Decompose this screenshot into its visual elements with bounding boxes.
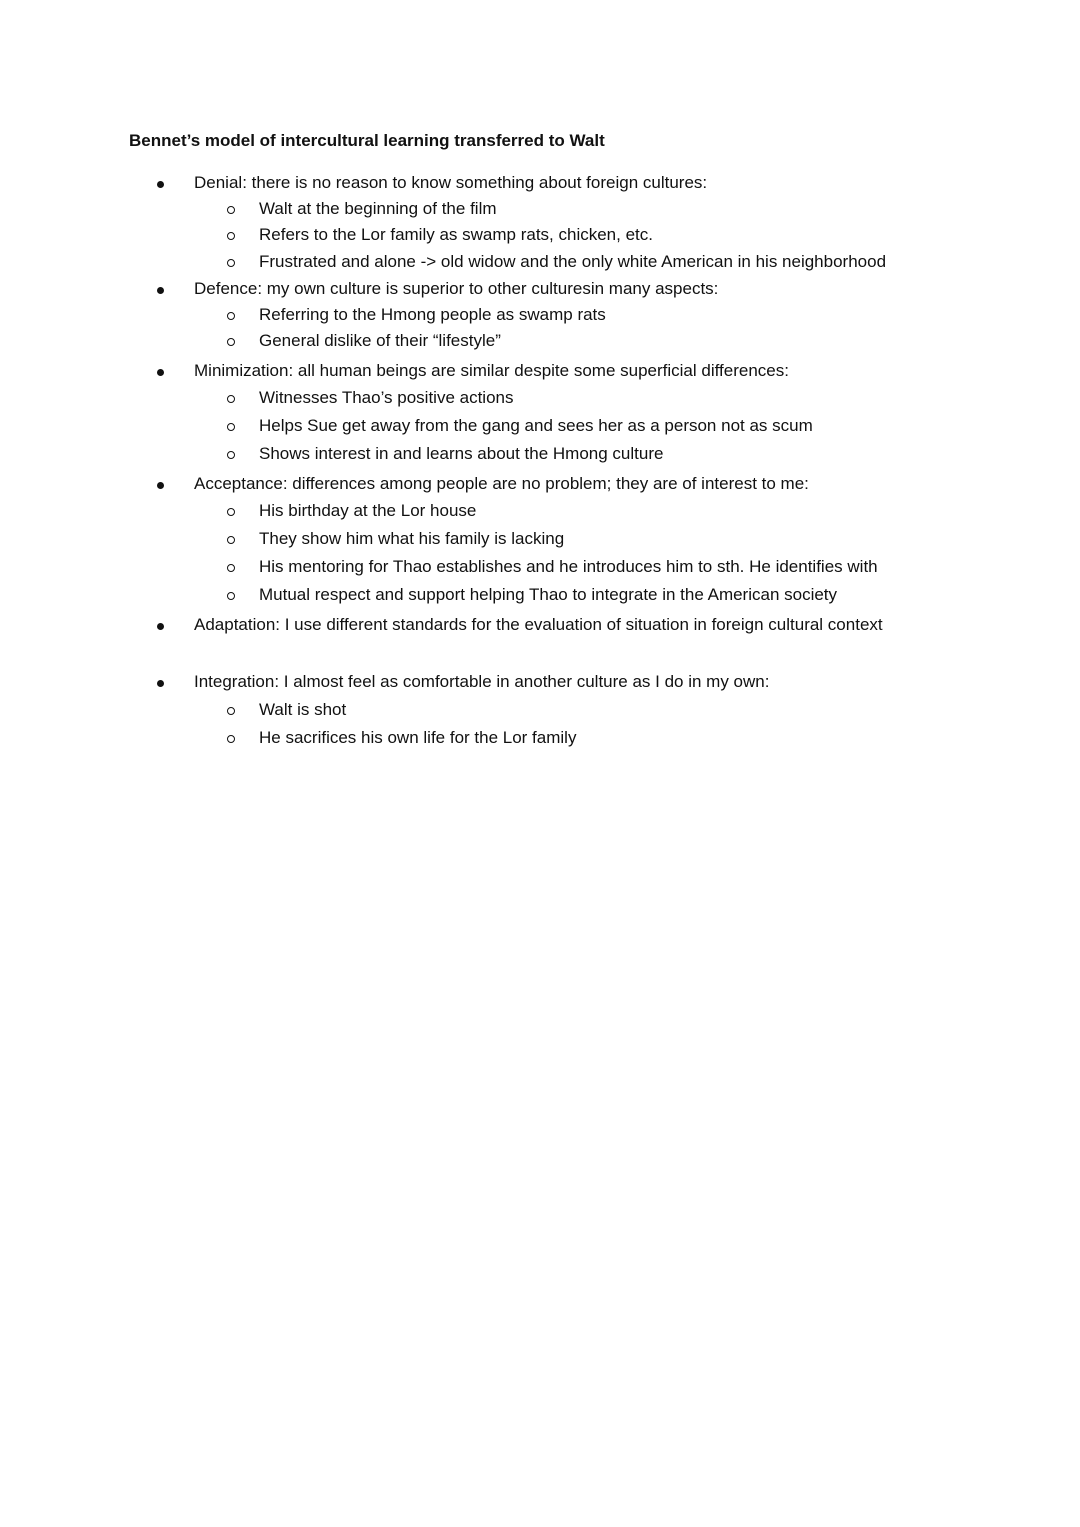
sub-item-text: His mentoring for Thao establishes and he introduces him to sth. He identifies with <box>259 557 878 576</box>
sub-item-text: Helps Sue get away from the gang and sees her as a person not as scum <box>259 416 813 435</box>
circle-bullet-icon <box>227 395 235 403</box>
circle-bullet-icon <box>227 564 235 572</box>
sub-item-text: General dislike of their “lifestyle” <box>259 331 501 350</box>
circle-bullet-icon <box>227 312 235 320</box>
item-label: Defence: my own culture is superior to other culturesin many aspects: <box>194 279 719 298</box>
bullet-icon <box>157 287 164 294</box>
circle-bullet-icon <box>227 232 235 240</box>
sub-item-text: Referring to the Hmong people as swamp rats <box>259 305 606 324</box>
sub-item-text: He sacrifices his own life for the Lor family <box>259 728 577 747</box>
item-label: Minimization: all human beings are similar despite some superficial differences: <box>194 361 789 380</box>
circle-bullet-icon <box>227 508 235 516</box>
circle-bullet-icon <box>227 423 235 431</box>
circle-bullet-icon <box>227 259 235 267</box>
sub-item-text: Walt is shot <box>259 700 347 719</box>
circle-bullet-icon <box>227 707 235 715</box>
sub-item-text: Frustrated and alone -> old widow and the only white American in his neighborhood <box>259 252 887 271</box>
sub-item-text: Refers to the Lor family as swamp rats, chicken, etc. <box>259 225 653 244</box>
circle-bullet-icon <box>227 338 235 346</box>
sub-item-text: Shows interest in and learns about the Hmong culture <box>259 444 664 463</box>
sub-item-text: Walt at the beginning of the film <box>259 199 497 218</box>
item-label: Adaptation: I use different standards for the evaluation of situation in foreign cultural context <box>194 615 883 634</box>
circle-bullet-icon <box>227 735 235 743</box>
circle-bullet-icon <box>227 451 235 459</box>
circle-bullet-icon <box>227 536 235 544</box>
sub-item-text: Witnesses Thao’s positive actions <box>259 388 514 407</box>
bullet-icon <box>157 680 164 687</box>
item-label: Integration: I almost feel as comfortable in another culture as I do in my own: <box>194 672 770 691</box>
item-label: Acceptance: differences among people are no problem; they are of interest to me: <box>194 474 809 493</box>
sub-item-text: Mutual respect and support helping Thao to integrate in the American society <box>259 585 838 604</box>
bullet-icon <box>157 181 164 188</box>
sub-item-text: His birthday at the Lor house <box>259 501 477 520</box>
bullet-icon <box>157 369 164 376</box>
circle-bullet-icon <box>227 206 235 214</box>
circle-bullet-icon <box>227 592 235 600</box>
bullet-icon <box>157 482 164 489</box>
item-label: Denial: there is no reason to know something about foreign cultures: <box>194 173 708 192</box>
document-title: Bennet’s model of intercultural learning transferred to Walt <box>129 131 605 150</box>
bullet-icon <box>157 623 164 630</box>
sub-item-text: They show him what his family is lacking <box>259 529 565 548</box>
